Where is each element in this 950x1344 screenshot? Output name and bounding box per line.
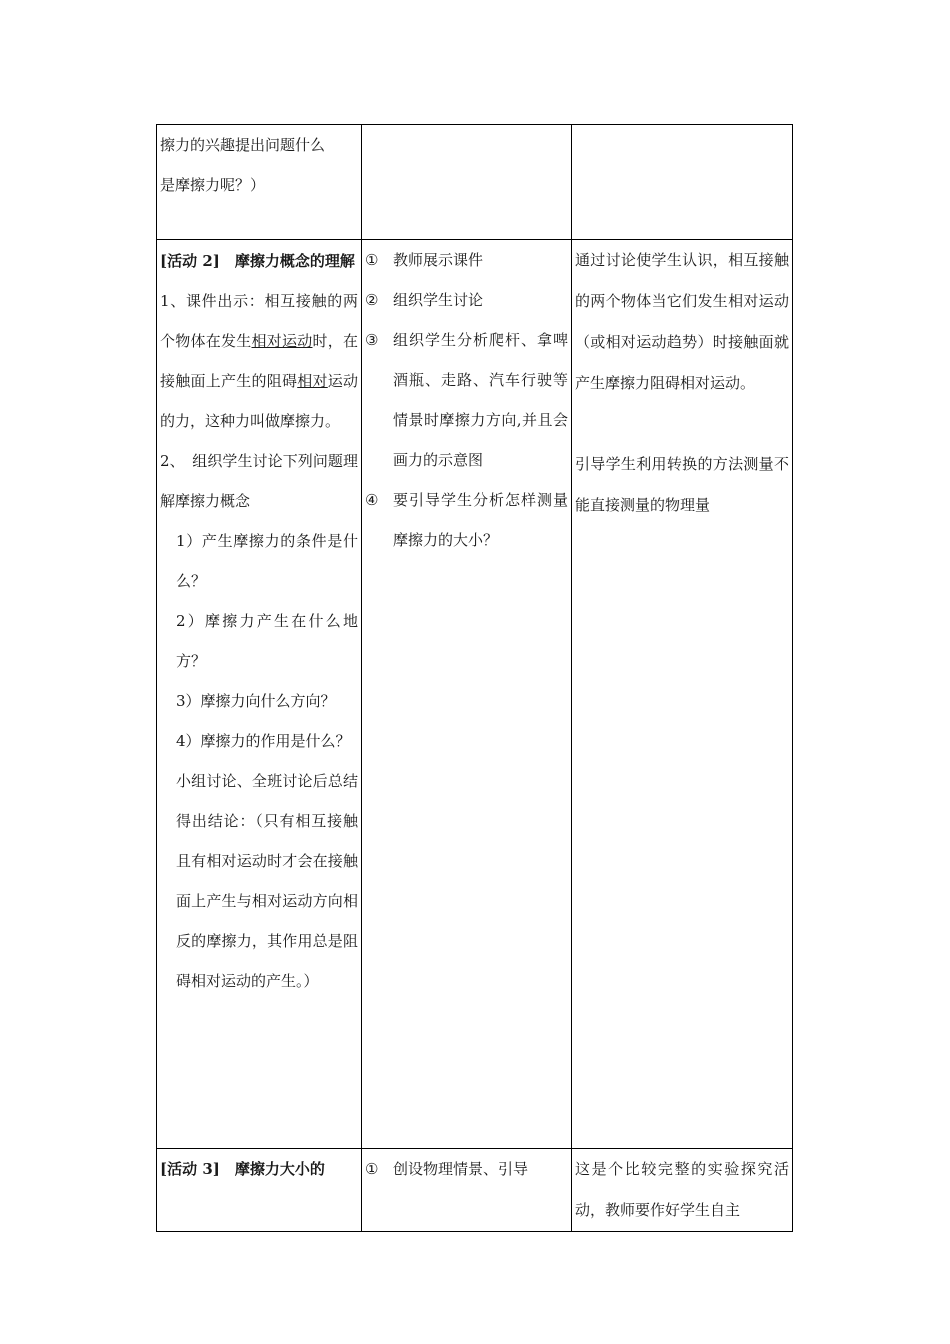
table-cell [362, 240, 572, 1149]
activity-title: [活动 3] 摩擦力大小的 [160, 1160, 325, 1178]
list-item: ① 创设物理情景、引导 [365, 1160, 529, 1178]
activity-title: [活动 2] 摩擦力概念的理解 [160, 252, 355, 270]
underlined-term: 相对 [297, 372, 328, 390]
table-cell [157, 125, 362, 240]
table-cell [362, 1149, 572, 1232]
paragraph: 引导学生利用转换的方法测量不能直接测量的物理量 [575, 455, 789, 514]
table-cell [572, 125, 793, 240]
list-item: ① 教师展示课件 [365, 251, 484, 269]
list-item: ③ 组织学生分析爬杆、拿啤酒瓶、走路、汽车行驶等情景时摩擦力方向,并且会画力的示意图 [365, 331, 568, 469]
paragraph: 2、 组织学生讨论下列问题理解摩擦力概念 [160, 452, 358, 510]
cell-text: 擦力的兴趣提出问题什么 [160, 136, 326, 154]
question-item: 1）产生摩擦力的条件是什么？ [176, 532, 358, 590]
question-item: 3）摩擦力向什么方向？ [176, 692, 336, 710]
conclusion-text: 小组讨论、全班讨论后总结得出结论：（只有相互接触且有相对运动时才会在接触面上产生与相对运动方向相反的摩擦力，其作用总是阻碍相对运动的产生。） [176, 772, 358, 990]
table-cell [572, 1149, 793, 1232]
table-row [157, 240, 793, 1149]
underlined-term: 相对运动 [251, 332, 313, 350]
table-cell [572, 240, 793, 1149]
spacer [575, 404, 789, 444]
paragraph: 这是个比较完整的实验探究活动，教师要作好学生自主 [575, 1160, 789, 1219]
table-cell [157, 1149, 362, 1232]
cell-text: 是摩擦力呢？） [160, 176, 266, 194]
question-item: 2）摩擦力产生在什么地方？ [176, 612, 358, 670]
table-cell [157, 240, 362, 1149]
table-row [157, 125, 793, 240]
list-item: ④ 要引导学生分析怎样测量摩擦力的大小？ [365, 491, 568, 549]
paragraph: 通过讨论使学生认识，相互接触的两个物体当它们发生相对运动（或相对运动趋势）时接触面就产生摩擦力阻碍相对运动。 [575, 251, 789, 392]
lesson-plan-table [156, 124, 793, 1232]
list-item: ② 组织学生讨论 [365, 291, 484, 309]
table-row [157, 1149, 793, 1232]
table-cell [362, 125, 572, 240]
question-item: 4）摩擦力的作用是什么？ [176, 732, 351, 750]
paragraph: 1、课件出示：相互接触的两个物体在发生相对运动时，在接触面上产生的阻碍相对运动的力，这种力叫做摩擦力。 [160, 292, 358, 430]
